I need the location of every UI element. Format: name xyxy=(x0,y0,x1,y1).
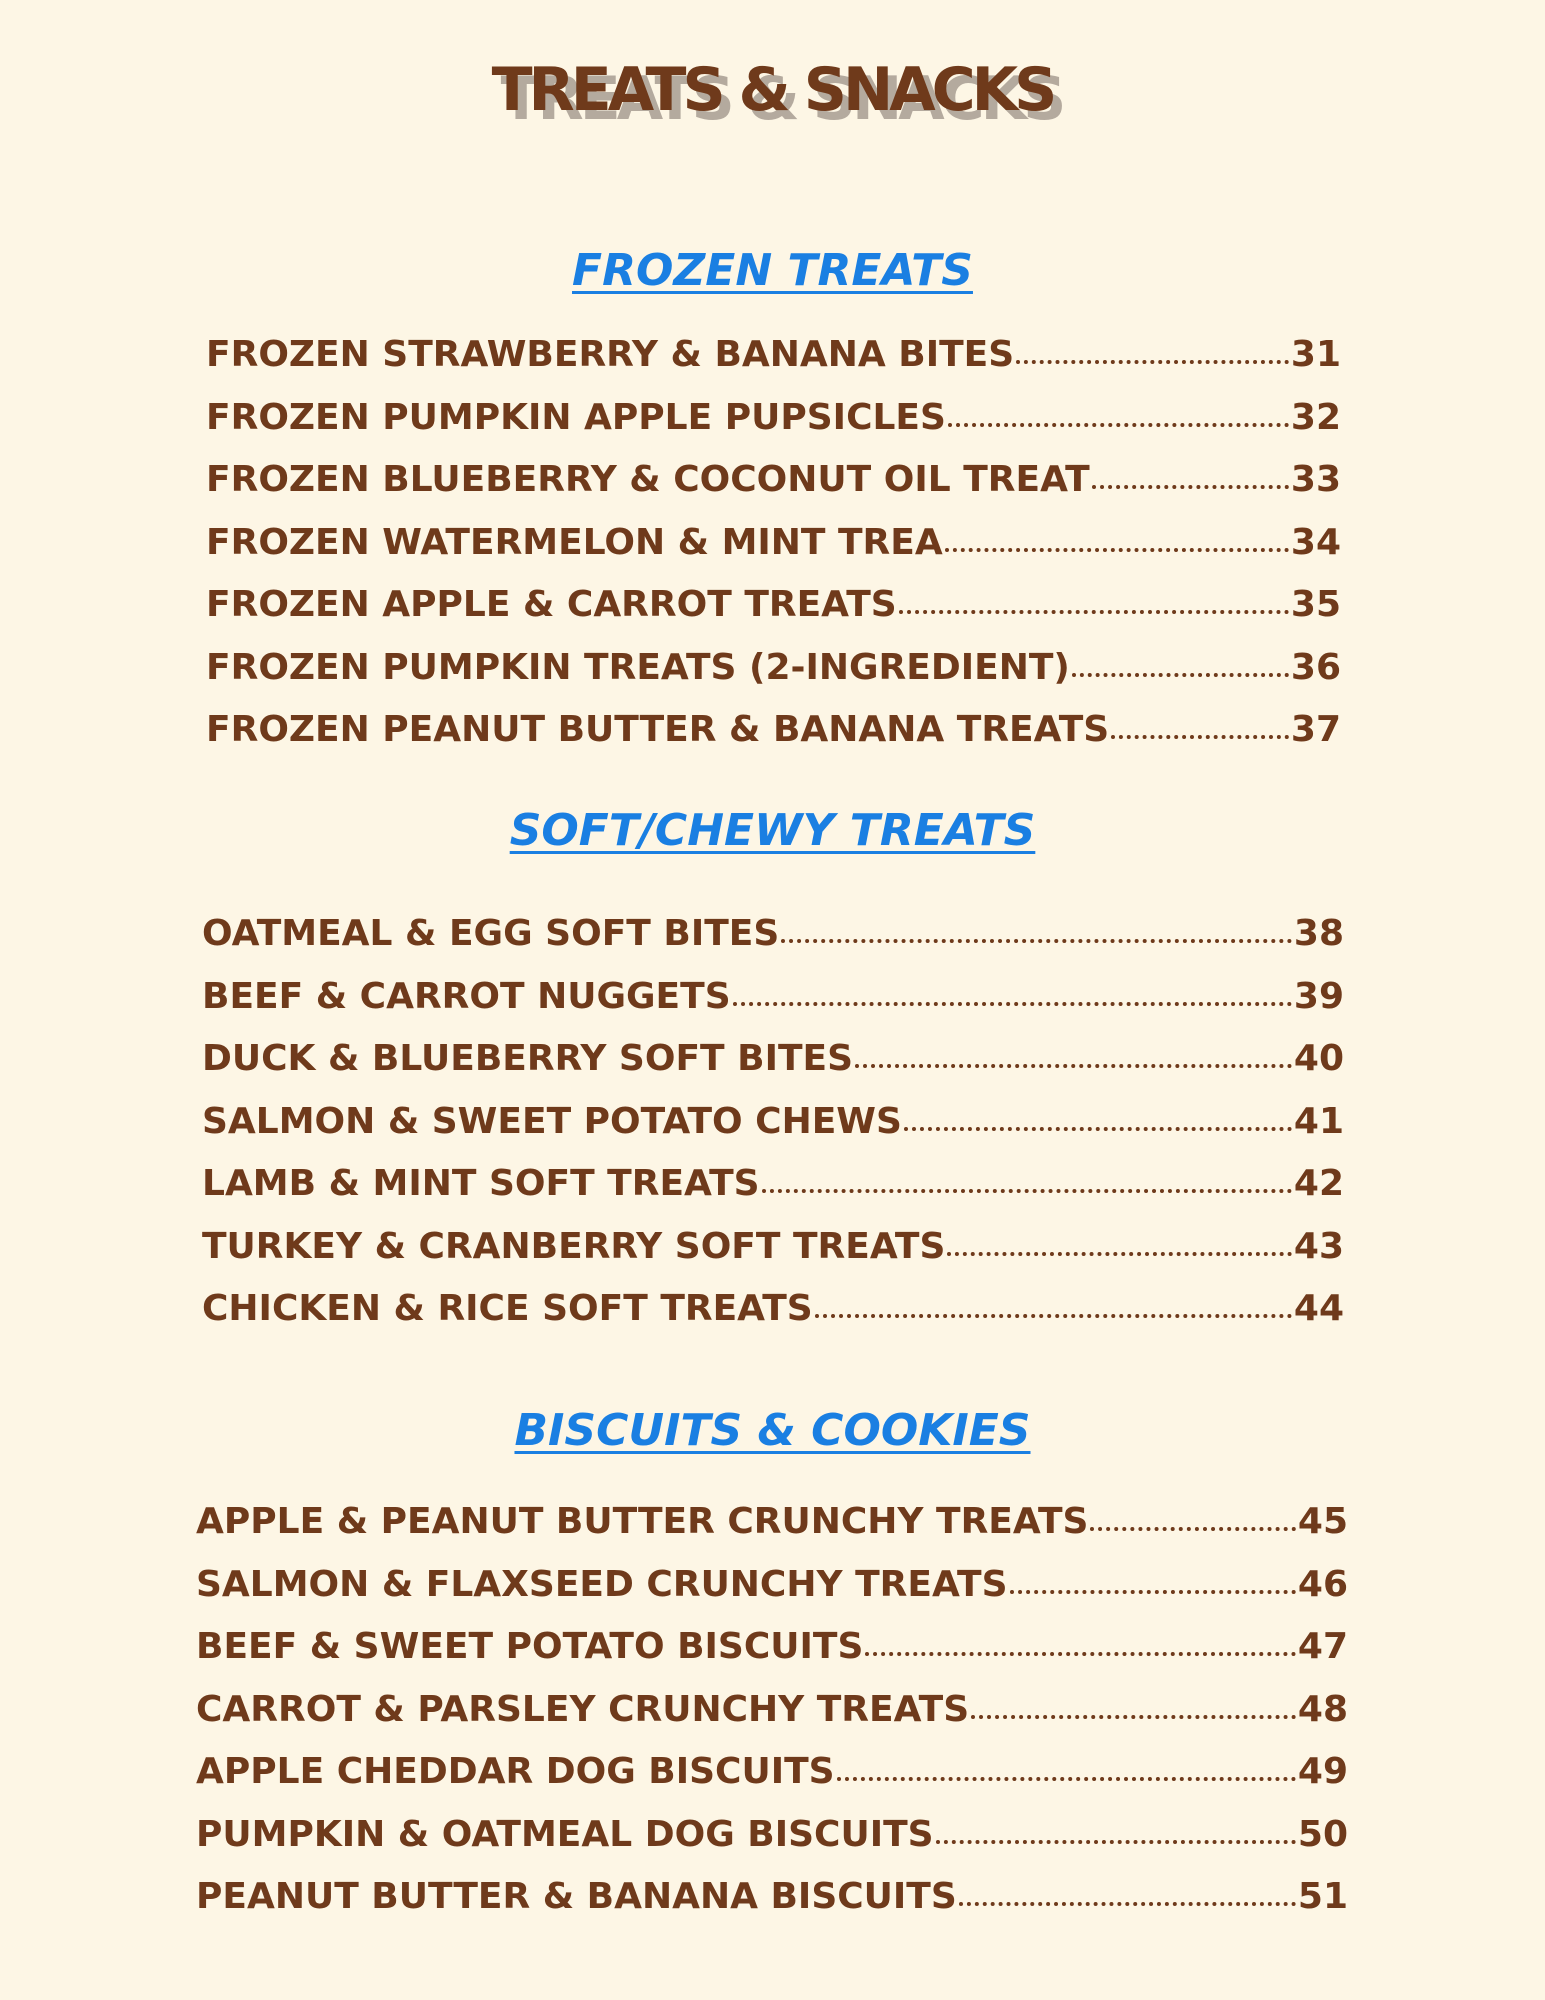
toc-entry-page: 46 xyxy=(1297,1563,1348,1605)
toc-entry-title: BEEF & CARROT NUGGETS xyxy=(202,975,731,1017)
toc-entry-title: FROZEN STRAWBERRY & BANANA BITES xyxy=(206,334,1015,375)
toc-entry[interactable] xyxy=(196,1689,1348,1752)
toc-entry-title: LAMB & MINT SOFT TREATS xyxy=(202,1163,760,1204)
toc-entry[interactable] xyxy=(196,1626,1348,1689)
toc-entry-page: 49 xyxy=(1297,1751,1348,1792)
section-heading-soft-chewy-treats: SOFT/CHEWY TREATS xyxy=(509,805,1036,856)
toc-entry[interactable] xyxy=(206,397,1341,460)
toc-entry[interactable] xyxy=(206,584,1341,647)
toc-entry-page: 51 xyxy=(1297,1876,1348,1917)
dot-leader xyxy=(899,600,1289,614)
toc-entry-page: 38 xyxy=(1293,913,1344,954)
toc-entry-page: 33 xyxy=(1290,459,1341,500)
toc-entry-page: 43 xyxy=(1293,1225,1344,1267)
frozen-treats-list xyxy=(206,334,1341,772)
dot-leader xyxy=(1090,1517,1295,1531)
biscuits-cookies-list xyxy=(196,1501,1348,1939)
toc-entry-title: DUCK & BLUEBERRY SOFT BITES xyxy=(202,1038,854,1079)
toc-entry-title: APPLE & PEANUT BUTTER CRUNCHY TREATS xyxy=(196,1501,1089,1542)
toc-entry-title: FROZEN PUMPKIN TREATS (2-INGREDIENT) xyxy=(206,646,1070,688)
section-heading-biscuits-cookies: BISCUITS & COOKIES xyxy=(514,1405,1031,1456)
dot-leader xyxy=(1010,1580,1296,1594)
toc-entry-page: 34 xyxy=(1290,521,1341,563)
dot-leader xyxy=(948,413,1289,427)
dot-leader xyxy=(1111,725,1289,739)
section-heading-frozen-treats: FROZEN TREATS xyxy=(572,245,973,296)
dot-leader xyxy=(781,929,1292,943)
toc-entry[interactable] xyxy=(202,1101,1344,1164)
toc-entry[interactable] xyxy=(206,709,1341,772)
dot-leader xyxy=(1072,663,1289,677)
toc-entry[interactable] xyxy=(202,976,1344,1039)
dot-leader xyxy=(855,1054,1292,1068)
toc-entry-title: CHICKEN & RICE SOFT TREATS xyxy=(202,1288,813,1329)
toc-entry-title: FROZEN PUMPKIN APPLE PUPSICLES xyxy=(206,396,946,438)
page-title: TREATS & SNACKS xyxy=(491,55,1054,125)
toc-entry[interactable] xyxy=(202,1226,1344,1289)
toc-entry-title: FROZEN PEANUT BUTTER & BANANA TREATS xyxy=(206,709,1110,750)
toc-entry-page: 44 xyxy=(1293,1288,1344,1329)
dot-leader xyxy=(837,1767,1296,1781)
dot-leader xyxy=(936,1830,1296,1844)
toc-entry[interactable] xyxy=(196,1564,1348,1627)
toc-entry-title: FROZEN APPLE & CARROT TREATS xyxy=(206,584,897,625)
dot-leader xyxy=(815,1304,1292,1318)
toc-entry-title: PUMPKIN & OATMEAL DOG BISCUITS xyxy=(196,1813,934,1855)
toc-entry-page: 45 xyxy=(1297,1501,1348,1542)
toc-entry-title: FROZEN BLUEBERRY & COCONUT OIL TREAT xyxy=(206,459,1090,500)
dot-leader xyxy=(1016,350,1289,364)
toc-entry[interactable] xyxy=(206,647,1341,710)
dot-leader xyxy=(762,1179,1292,1193)
dot-leader xyxy=(945,538,1289,552)
toc-entry-title: TURKEY & CRANBERRY SOFT TREATS xyxy=(202,1225,946,1267)
dot-leader xyxy=(1092,475,1289,489)
toc-entry-page: 37 xyxy=(1290,709,1341,750)
dot-leader xyxy=(947,1242,1291,1256)
toc-entry-page: 48 xyxy=(1297,1688,1348,1730)
dot-leader xyxy=(959,1892,1296,1906)
toc-entry-title: FROZEN WATERMELON & MINT TREA xyxy=(206,521,943,563)
toc-entry[interactable] xyxy=(196,1876,1348,1939)
toc-entry-page: 39 xyxy=(1293,975,1344,1017)
toc-entry-page: 41 xyxy=(1293,1100,1344,1142)
toc-entry[interactable] xyxy=(196,1751,1348,1814)
dot-leader xyxy=(733,992,1292,1006)
toc-entry-page: 50 xyxy=(1297,1813,1348,1855)
toc-entry-page: 35 xyxy=(1290,584,1341,625)
toc-entry-title: APPLE CHEDDAR DOG BISCUITS xyxy=(196,1751,835,1792)
toc-entry-page: 36 xyxy=(1290,646,1341,688)
soft-chewy-treats-list xyxy=(202,913,1344,1351)
toc-entry[interactable] xyxy=(196,1814,1348,1877)
toc-entry-page: 40 xyxy=(1293,1038,1344,1079)
toc-entry-title: CARROT & PARSLEY CRUNCHY TREATS xyxy=(196,1688,970,1730)
dot-leader xyxy=(904,1117,1292,1131)
toc-entry[interactable] xyxy=(202,1163,1344,1226)
toc-entry-title: SALMON & FLAXSEED CRUNCHY TREATS xyxy=(196,1563,1008,1605)
toc-entry-title: OATMEAL & EGG SOFT BITES xyxy=(202,913,780,954)
toc-entry[interactable] xyxy=(196,1501,1348,1564)
toc-entry[interactable] xyxy=(206,334,1341,397)
toc-entry[interactable] xyxy=(202,913,1344,976)
toc-entry-title: SALMON & SWEET POTATO CHEWS xyxy=(202,1100,902,1142)
toc-entry[interactable] xyxy=(202,1288,1344,1351)
toc-entry[interactable] xyxy=(206,522,1341,585)
toc-entry[interactable] xyxy=(202,1038,1344,1101)
toc-entry-title: BEEF & SWEET POTATO BISCUITS xyxy=(196,1626,864,1667)
toc-entry-page: 32 xyxy=(1290,396,1341,438)
toc-entry[interactable] xyxy=(206,459,1341,522)
toc-entry-title: PEANUT BUTTER & BANANA BISCUITS xyxy=(196,1876,957,1917)
toc-entry-page: 31 xyxy=(1290,334,1341,375)
toc-entry-page: 42 xyxy=(1293,1163,1344,1204)
toc-entry-page: 47 xyxy=(1297,1626,1348,1667)
dot-leader xyxy=(865,1642,1296,1656)
dot-leader xyxy=(971,1705,1296,1719)
